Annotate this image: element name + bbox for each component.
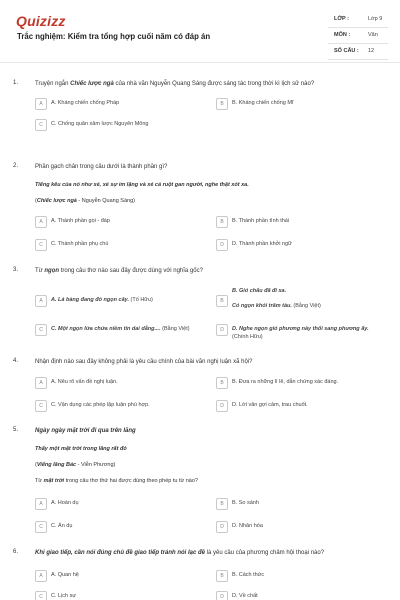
option-letter-box: C <box>35 119 47 131</box>
option-em: A. Lá bàng đang đỏ ngọn cây. <box>51 297 130 303</box>
option-letter-box: B <box>216 295 228 307</box>
meta-label: SỐ CÂU : <box>334 48 359 54</box>
text-emphasis: ngọn <box>44 268 60 274</box>
option-rest: (Tố Hữu) <box>129 297 153 303</box>
source-title: Chiếc lược ngà <box>36 198 77 204</box>
option-text: C. Chống quân xâm lược Nguyên Mông <box>51 121 149 127</box>
poem-line-1: Ngày ngày mặt trời đi qua trên lăng <box>35 428 136 434</box>
option-letter-box: C <box>35 239 47 251</box>
text-emphasis: Khi giao tiếp, cần nói đúng chủ đề giao tiếp tránh nói lạc đề <box>35 550 206 556</box>
text-part: của nhà văn Nguyễn Quang Sáng được sáng tác trong thời kì lịch sử nào? <box>113 81 315 87</box>
option-letter-box: D <box>216 591 228 600</box>
poem-source: (Viếng lăng Bác - Viễn Phương) <box>35 462 116 468</box>
option-text: B. So sánh <box>232 500 259 506</box>
option-letter-box: C <box>35 400 47 412</box>
meta-label: MÔN : <box>334 32 351 38</box>
option-letter-box: B <box>216 570 228 582</box>
option-letter-box: A <box>35 570 47 582</box>
question-text <box>35 549 380 558</box>
meta-row-subject <box>328 28 388 44</box>
option-letter-box: C <box>35 591 47 600</box>
option-text <box>232 288 382 311</box>
option-letter-box: B <box>216 377 228 389</box>
poem-line-2: Thấy một mặt trời trong lăng rất đỏ <box>35 446 127 452</box>
option-letter-box: A <box>35 295 47 307</box>
meta-row-grade <box>328 12 388 28</box>
option-letter-box: D <box>216 324 228 336</box>
option-letter-box: D <box>216 239 228 251</box>
meta-value: Văn <box>368 32 378 38</box>
option-rest: (Chính Hữu) <box>232 333 263 340</box>
text-part: là yêu cầu của phương châm hội thoại nào? <box>205 550 325 556</box>
question-number: 3. <box>13 267 19 273</box>
text-emphasis: Chiếc lược ngà <box>70 81 114 87</box>
header-divider <box>0 62 400 63</box>
option-text: D. Nhân hóa <box>232 523 263 529</box>
option-em: C. Một ngọn lửa chứa niềm tin dai dẳng.... <box>51 326 161 332</box>
question-text: Phần gạch chân trong câu dưới là thành phần gì? <box>35 164 168 170</box>
text-emphasis: mặt trời <box>43 478 65 484</box>
question-text: Nhận định nào sau đây không phải là yêu cầu chính của bài văn nghị luận xã hội? <box>35 359 253 365</box>
option-letter-box: B <box>216 98 228 110</box>
option-letter-box: B <box>216 216 228 228</box>
option-text: D. Về chất <box>232 593 258 599</box>
meta-value: Lớp 9 <box>368 16 383 22</box>
text-part: trong câu thơ nào sau đây được dùng với nghĩa gốc? <box>59 268 203 274</box>
source-author: - Viễn Phương) <box>76 462 116 468</box>
option-letter-box: D <box>216 521 228 533</box>
page-title: Trắc nghiệm: Kiểm tra tổng hợp cuối năm có đáp án <box>17 32 211 41</box>
option-text: B. Đưa ra những lí lẽ, dẫn chứng xác đáng. <box>232 379 339 385</box>
option-text: B. Cách thức <box>232 572 265 578</box>
option-em: D. Nghe ngọn gió phương này thổi sang phương ấy. <box>232 326 369 332</box>
option-text: C. Vận dụng các phép lập luận phù hợp. <box>51 402 150 408</box>
option-text: A. Thành phần gọi - đáp <box>51 218 110 224</box>
option-letter-box: A <box>35 498 47 510</box>
question-text <box>35 267 380 276</box>
option-text: D. Lời văn gợi cảm, trau chuốt. <box>232 402 308 408</box>
question-number: 1. <box>13 80 19 86</box>
question-number: 5. <box>13 427 19 433</box>
option-text <box>232 326 382 341</box>
header <box>0 0 400 62</box>
option-letter-box: A <box>35 377 47 389</box>
question-text <box>35 80 380 89</box>
option-text: B. Thành phần tình thái <box>232 218 290 224</box>
question-text <box>35 477 380 485</box>
source-title: Viếng lăng Bác <box>36 462 77 468</box>
quote-line: Tiếng kêu của nó như xé, xé sự im lặng và xé cả ruột gan người, nghe thật xót xa. <box>35 182 249 188</box>
option-rest: (Bằng Việt) <box>160 326 190 332</box>
option-letter-box: C <box>35 521 47 533</box>
question-number: 2. <box>13 163 19 169</box>
question-number: 6. <box>13 549 19 555</box>
option-text: C. Thành phần phụ chú <box>51 241 109 247</box>
option-text <box>51 297 201 305</box>
option-letter-box: A <box>35 98 47 110</box>
meta-row-count <box>328 44 388 60</box>
option-letter-box: D <box>216 400 228 412</box>
option-text: A. Kháng chiến chống Pháp <box>51 100 120 106</box>
option-rest: (Bằng Việt) <box>291 303 321 309</box>
option-text: C. Ẩn dụ <box>51 523 73 529</box>
option-text: B. Kháng chiến chống Mĩ <box>232 100 294 106</box>
option-text: A. Nêu rõ vấn đề nghị luận. <box>51 379 118 385</box>
option-letter-box: A <box>35 216 47 228</box>
text-part: trong câu thơ thứ hai được dùng theo phép tu từ nào? <box>64 478 198 484</box>
option-em: Có ngọn khói trăm tàu. <box>232 303 292 309</box>
quizizz-logo: Quizizz <box>16 13 66 29</box>
quote-source: (Chiếc lược ngà - Nguyễn Quang Sáng) <box>35 198 135 204</box>
option-letter-box: C <box>35 324 47 336</box>
option-text <box>51 326 201 334</box>
option-text: A. Quan hệ <box>51 572 79 578</box>
option-text: C. Lịch sự <box>51 593 77 599</box>
meta-label: LỚP : <box>334 16 349 22</box>
meta-value: 12 <box>368 48 375 54</box>
text-part: Từ <box>35 268 45 274</box>
text-part: Từ <box>35 478 44 484</box>
source-author: - Nguyễn Quang Sáng) <box>76 198 135 204</box>
text-part: Truyện ngắn <box>35 81 71 87</box>
meta-table <box>328 12 388 60</box>
option-em: B. Gió chấu đã đi xa. <box>232 288 287 294</box>
question-number: 4. <box>13 358 19 364</box>
option-letter-box: B <box>216 498 228 510</box>
option-text: D. Thành phần khởi ngữ <box>232 241 292 247</box>
option-text: A. Hoán dụ <box>51 500 79 506</box>
